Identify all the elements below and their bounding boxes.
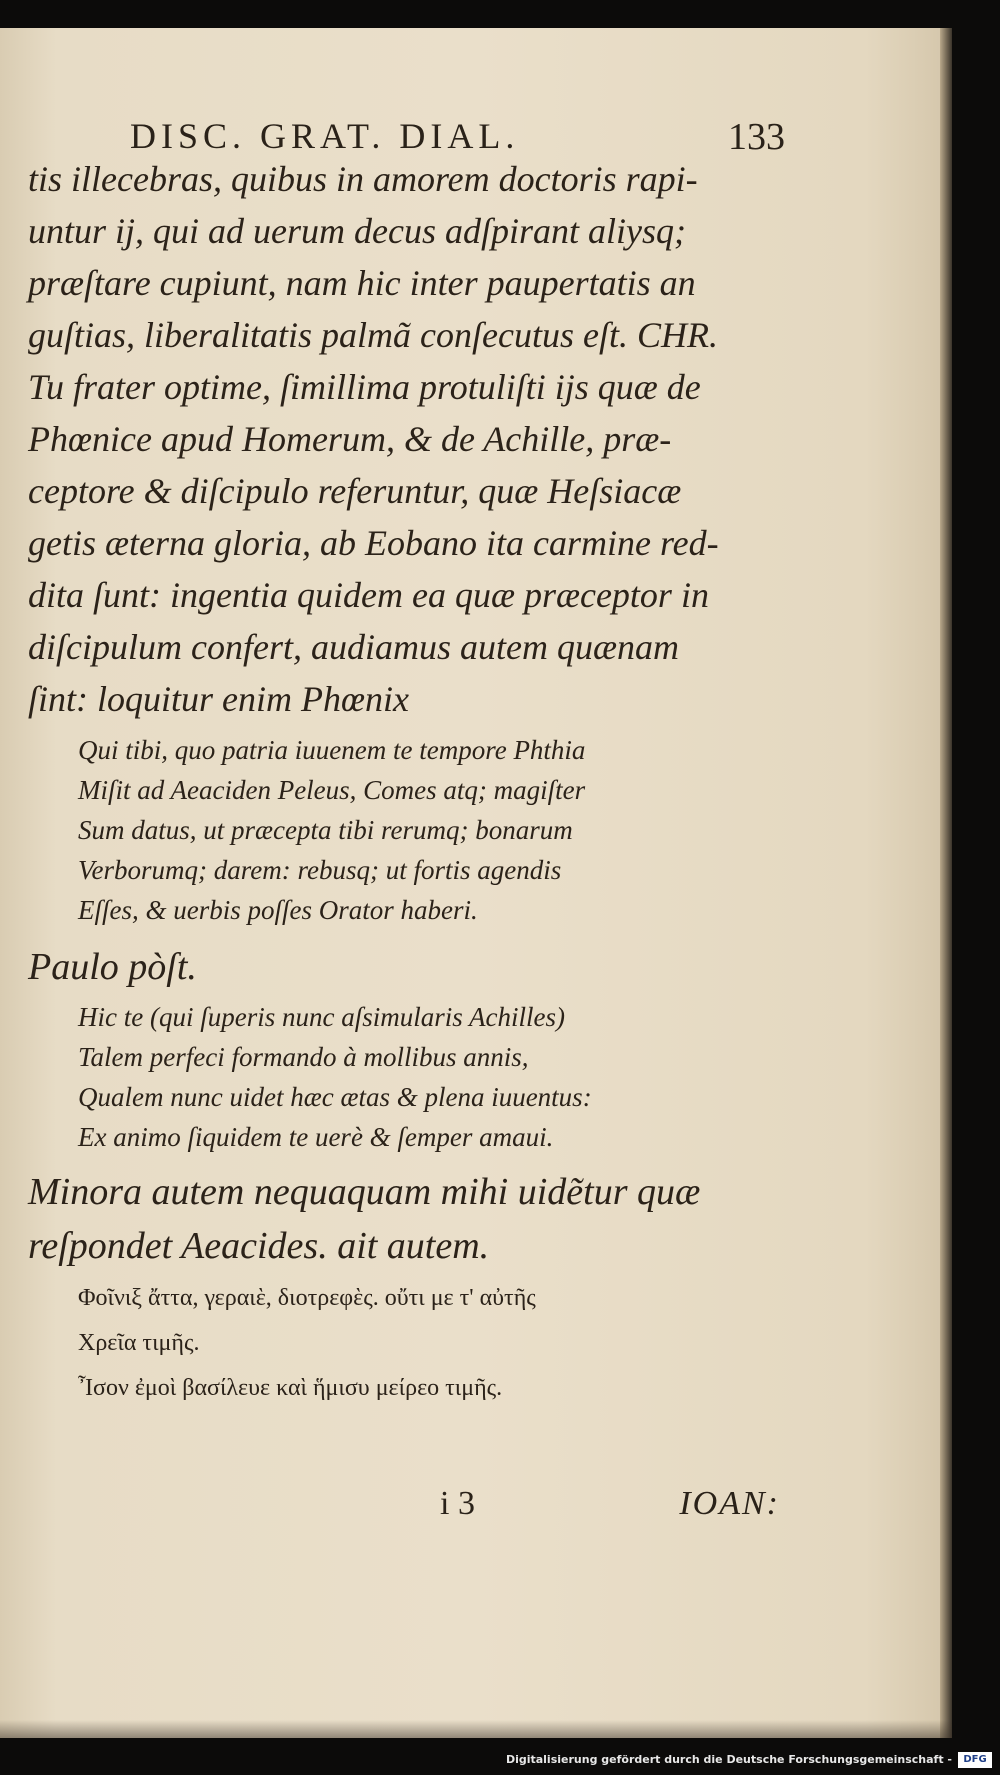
- body-line: Phœnice apud Homerum, & de Achille, præ-: [28, 419, 672, 459]
- verse-line: Miſit ad Aeaciden Peleus, Comes atq; magiſter: [78, 775, 586, 805]
- verse-line: Eſſes, & uerbis poſſes Orator haberi.: [78, 895, 478, 925]
- verse-line: Qualem nunc uidet hæc ætas & plena iuuentus:: [78, 1082, 592, 1112]
- signature-mark: i 3: [440, 1485, 475, 1522]
- verse-line: Ex animo ſiquidem te uerè & ſemper amaui.: [78, 1122, 554, 1152]
- greek-line: Ἶσον ἐμοὶ βασίλευε καὶ ἥμισυ μείρεο τιμῆς.: [78, 1375, 503, 1401]
- body-line: untur ij, qui ad uerum decus adſpirant aliysq;: [28, 211, 686, 251]
- verse-line: Talem perfeci formando à mollibus annis,: [78, 1042, 529, 1072]
- page-footer: [440, 1485, 780, 1525]
- body-line: præſtare cupiunt, nam hic inter paupertatis an: [28, 263, 696, 303]
- body-line: diſcipulum confert, audiamus autem quænam: [28, 627, 679, 667]
- verse-line: Hic te (qui ſuperis nunc aſsimularis Achilles): [78, 1002, 565, 1032]
- running-head: DISC. GRAT. DIAL.: [130, 116, 520, 156]
- verse-line: Sum datus, ut præcepta tibi rerumq; bonarum: [78, 815, 573, 845]
- body-line: tis illecebras, quibus in amorem doctoris rapi-: [28, 159, 698, 199]
- catchword: IOAN:: [679, 1485, 780, 1522]
- page-bottom-shadow: [0, 1720, 952, 1738]
- page-number: 133: [728, 116, 785, 158]
- body-line: guſtias, liberalitatis palmã conſecutus eſt. CHR.: [28, 315, 718, 355]
- greek-line: Φοῖνιξ ἄττα, γεραιὲ, διοτρεφὲς. οὔτι με τ' αὐτῆς: [78, 1285, 536, 1311]
- verse-line: Verborumq; darem: rebusq; ut fortis agendis: [78, 855, 562, 885]
- page-edge: [940, 28, 952, 1738]
- body-line: Minora autem nequaquam mihi uidẽtur quæ: [28, 1171, 701, 1213]
- body-line: ſint: loquitur enim Phœnix: [28, 679, 409, 719]
- body-line: dita ſunt: ingentia quidem ea quæ præceptor in: [28, 575, 709, 615]
- body-line: getis æterna gloria, ab Eobano ita carmine red-: [28, 523, 719, 563]
- verse-line: Qui tibi, quo patria iuuenem te tempore Phthia: [78, 735, 586, 765]
- greek-line: Χρεῖα τιμῆς.: [78, 1330, 200, 1356]
- body-line: Tu frater optime, ſimillima protuliſti ijs quæ de: [28, 367, 701, 407]
- body-line: reſpondet Aeacides. ait autem.: [28, 1225, 490, 1267]
- paulo-post-heading: Paulo pòſt.: [28, 946, 197, 988]
- body-line: ceptore & diſcipulo referuntur, quæ Heſsiacæ: [28, 471, 682, 511]
- digitization-credit: Digitalisierung gefördert durch die Deutsche Forschungsgemeinschaft -: [505, 1753, 952, 1766]
- dfg-logo: DFG: [958, 1752, 992, 1768]
